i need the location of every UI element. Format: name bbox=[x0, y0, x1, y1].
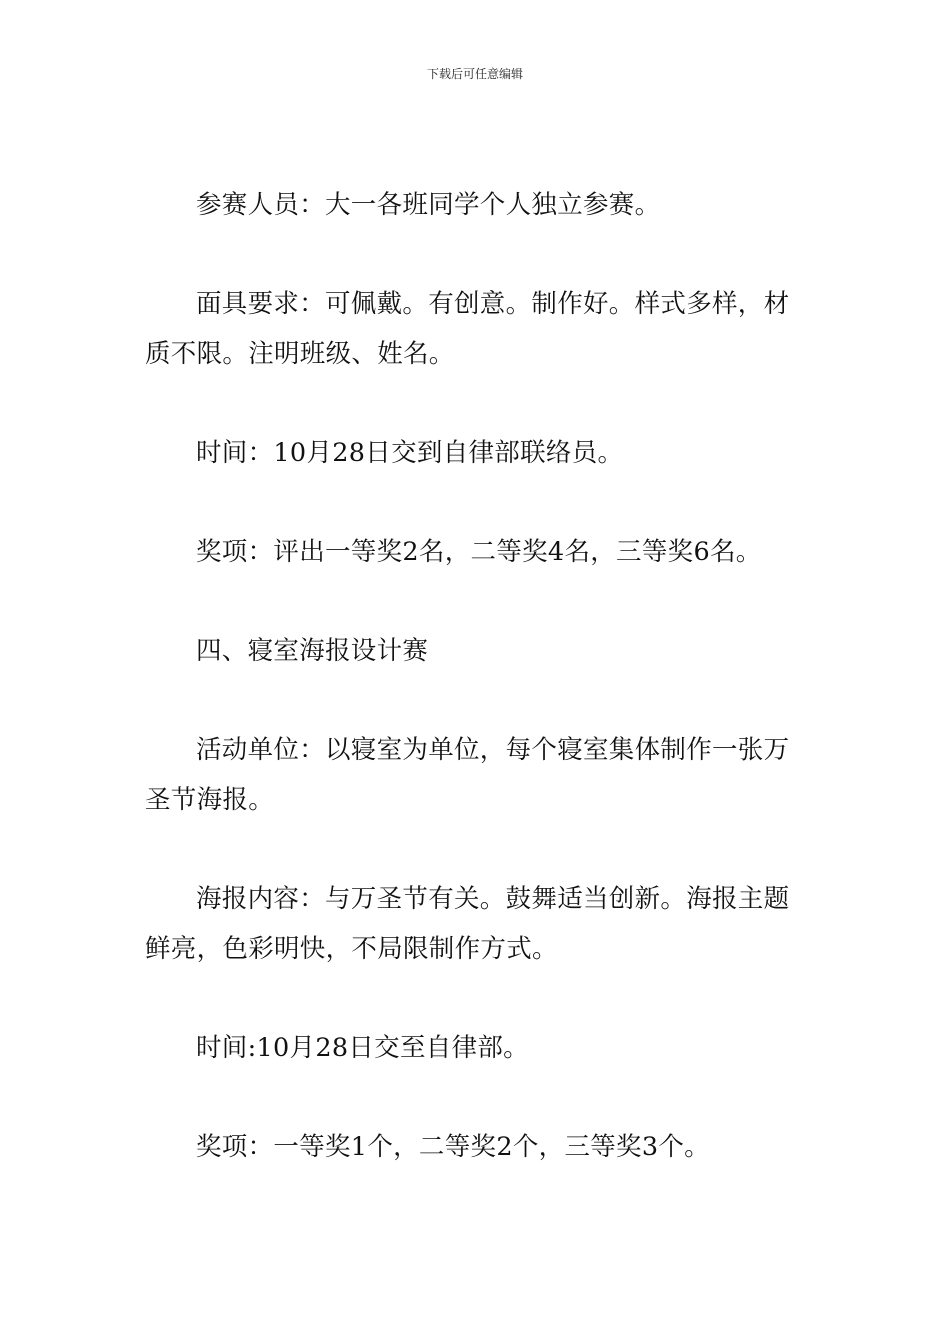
paragraph-poster-awards: 奖项：一等奖1个，二等奖2个，三等奖3个。 bbox=[196, 1132, 710, 1162]
paragraph-participants: 参赛人员：大一各班同学个人独立参赛。 bbox=[196, 190, 661, 220]
paragraph-mask-awards: 奖项：评出一等奖2名，二等奖4名，三等奖6名。 bbox=[196, 537, 762, 567]
paragraph-poster-deadline: 时间:10月28日交至自律部。 bbox=[196, 1033, 529, 1063]
paragraph-mask-requirements: 面具要求：可佩戴。有创意。制作好。样式多样，材质不限。注明班级、姓名。 bbox=[145, 289, 790, 369]
page-header: 下载后可任意编辑 bbox=[426, 67, 523, 81]
paragraph-poster-content: 海报内容：与万圣节有关。鼓舞适当创新。海报主题鲜亮，色彩明快，不局限制作方式。 bbox=[145, 884, 790, 964]
section-heading-poster-contest: 四、寝室海报设计赛 bbox=[196, 636, 429, 666]
paragraph-mask-deadline: 时间：10月28日交到自律部联络员。 bbox=[196, 438, 624, 468]
paragraph-poster-unit: 活动单位：以寝室为单位，每个寝室集体制作一张万圣节海报。 bbox=[145, 735, 790, 815]
document-body bbox=[145, 180, 810, 1221]
